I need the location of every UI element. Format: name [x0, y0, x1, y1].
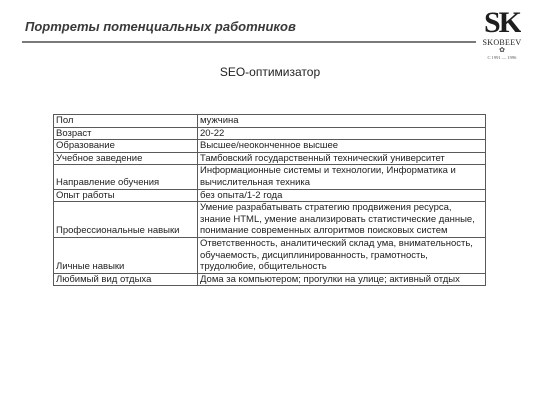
table-row [54, 237, 486, 273]
table-row [54, 152, 486, 165]
page-title: Портреты потенциальных работников [25, 19, 296, 34]
position-title: SEO-оптимизатор [219, 65, 321, 79]
row-label: Личные навыки [54, 237, 198, 273]
table-row [54, 140, 486, 153]
candidate-profile-table [53, 114, 486, 286]
table-row [54, 189, 486, 202]
row-value: 20-22 [198, 127, 486, 140]
logo-name: SKOBEEV [482, 38, 522, 47]
row-value: без опыта/1-2 года [198, 189, 486, 202]
table-row [54, 127, 486, 140]
table-row [54, 165, 486, 189]
sk-monogram-icon [483, 4, 521, 38]
table-row [54, 115, 486, 128]
row-label: Опыт работы [54, 189, 198, 202]
row-value: Высшее/неоконченное высшее [198, 140, 486, 153]
row-value: Тамбовский государственный технический университет [198, 152, 486, 165]
row-label: Образование [54, 140, 198, 153]
row-value: Умение разрабатывать стратегию продвижения ресурса, знание HTML, умение анализировать статистические данные, понимание современных алгоритмов поисковых систем [198, 202, 486, 238]
logo-tagline: С 1991 — 1996 [487, 55, 517, 60]
table-row [54, 202, 486, 238]
row-value: Информационные системы и технологии, Информатика и вычислительная техника [198, 165, 486, 189]
crest-icon: ✿ [499, 46, 505, 54]
row-label: Любимый вид отдыха [54, 273, 198, 286]
row-label: Профессиональные навыки [54, 202, 198, 238]
row-value: Дома за компьютером; прогулки на улице; активный отдых [198, 273, 486, 286]
row-value: мужчина [198, 115, 486, 128]
svg-text:SK: SK [483, 6, 521, 38]
row-value: Ответственность, аналитический склад ума, внимательность, обучаемость, дисциплинированность, грамотность, трудолюбие, общительность [198, 237, 486, 273]
table-row [54, 273, 486, 286]
row-label: Пол [54, 115, 198, 128]
row-label: Возраст [54, 127, 198, 140]
company-logo [482, 4, 522, 66]
row-label: Направление обучения [54, 165, 198, 189]
title-divider [22, 41, 476, 43]
row-label: Учебное заведение [54, 152, 198, 165]
